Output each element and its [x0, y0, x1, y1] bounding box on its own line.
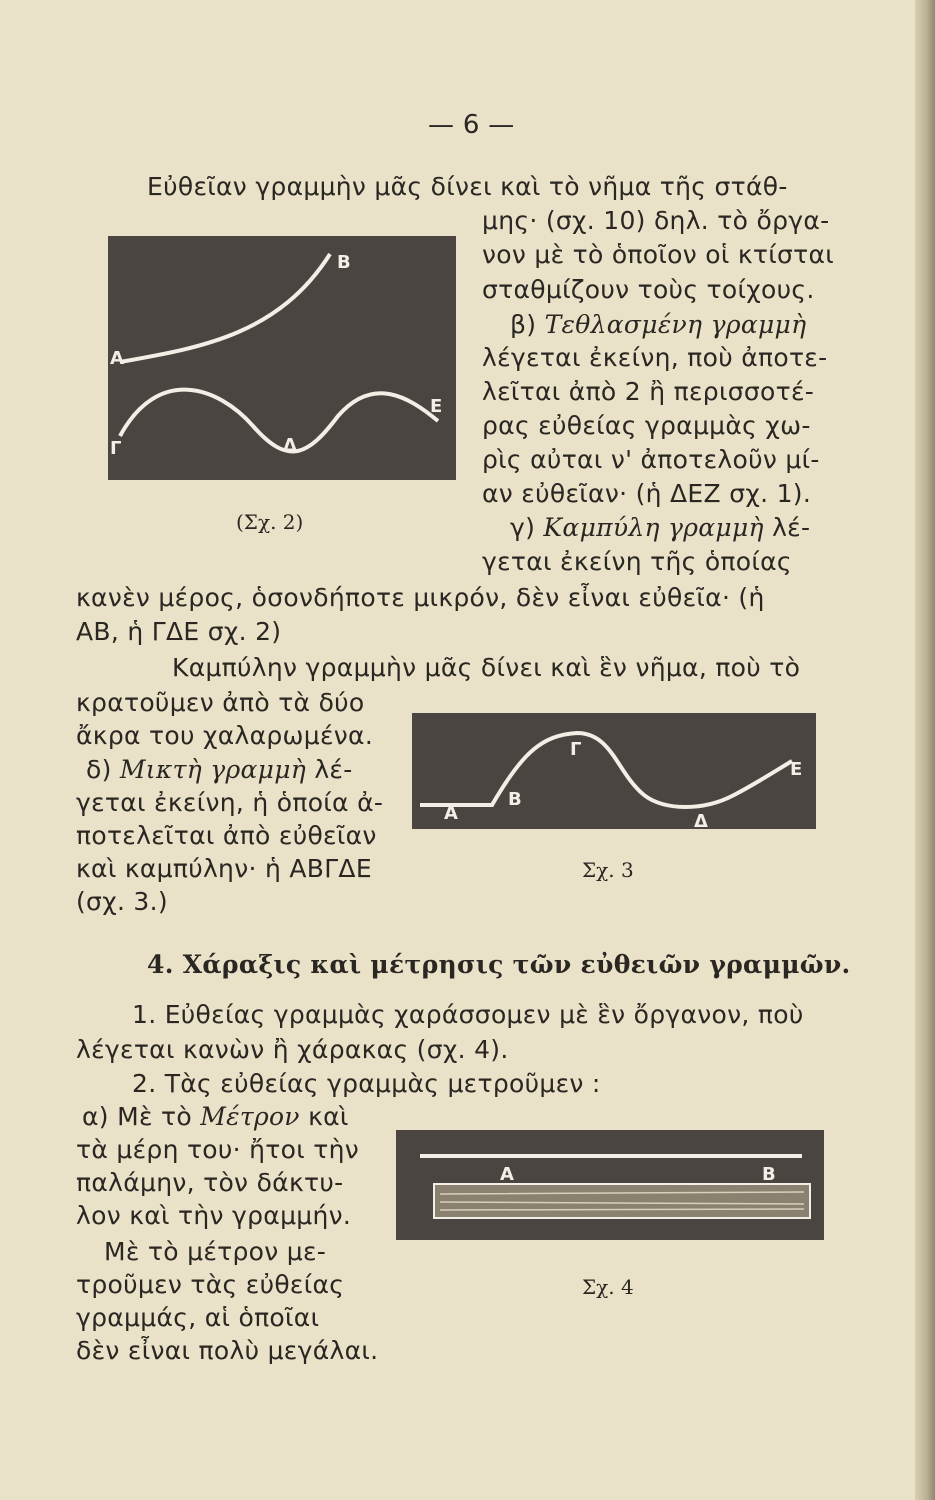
def-c-term: Καμπύλη γραμμὴ: [543, 513, 764, 542]
para2-line3: ἄκρα του χαλαρωμένα.: [76, 721, 374, 750]
fig3-label-a: Α: [444, 803, 458, 824]
fig4-label-a: Α: [500, 1164, 514, 1185]
def-a-suffix: καὶ: [308, 1102, 349, 1131]
para3-line1: 1. Εὐθείας γραμμὰς χαράσσομεν μὲ ἓν ὄργανον, ποὺ: [132, 1000, 804, 1029]
def-b-line3: λεῖται ἀπὸ 2 ἢ περισσοτέ-: [482, 377, 815, 406]
def-c-prefix: γ): [510, 513, 536, 542]
def-c-suffix: λέ-: [772, 513, 811, 542]
figure-2-drawing: [108, 236, 456, 480]
section-4-heading: 4. Χάραξις καὶ μέτρησις τῶν εὐθειῶν γραμμῶν.: [147, 950, 851, 979]
fig3-caption: Σχ. 3: [582, 858, 634, 882]
para5-line2: τροῦμεν τὰς εὐθείας: [76, 1270, 345, 1299]
figure-4-drawing: [396, 1130, 824, 1240]
fig2-label-g: Γ: [110, 438, 122, 459]
def-d-line4: καὶ καμπύλην· ἡ ΑΒΓΔΕ: [76, 854, 372, 883]
ruler-body: [434, 1184, 810, 1218]
def-b-line2: λέγεται ἐκείνη, ποὺ ἀποτε-: [482, 343, 828, 372]
fig2-label-b: Β: [337, 252, 351, 273]
def-b-line6: αν εὐθεῖαν· (ἡ ΔΕΖ σχ. 1).: [482, 479, 812, 508]
para1-line2: μης· (σχ. 10) δηλ. τὸ ὄργα-: [482, 206, 830, 235]
def-b-line4: ρας εὐθείας γραμμὰς χω-: [482, 411, 811, 440]
fig3-label-g: Γ: [570, 739, 582, 760]
def-d-suffix: λέ-: [314, 755, 353, 784]
page-edge: [915, 0, 935, 1500]
curve-ab: [120, 254, 330, 362]
para2-line2: κρατοῦμεν ἀπὸ τὰ δύο: [76, 688, 365, 717]
fig2-label-e: Ε: [430, 396, 443, 417]
def-d-prefix: δ): [86, 755, 112, 784]
def-b-line5: ρὶς αὐται ν' ἀποτελοῦν μί-: [482, 445, 820, 474]
fig2-label-d: Δ: [283, 435, 297, 456]
curve-gde: [120, 390, 438, 452]
fig4-caption: Σχ. 4: [582, 1275, 634, 1299]
def-a-line2: τὰ μέρη του· ἤτοι τὴν: [76, 1135, 360, 1164]
para5-line1: Μὲ τὸ μέτρον με-: [104, 1237, 327, 1266]
fig3-label-d: Δ: [694, 811, 708, 829]
figure-3-drawing: [412, 713, 816, 829]
def-b-line1: [510, 310, 806, 340]
def-d-line5: (σχ. 3.): [76, 887, 168, 916]
def-d-line1: [86, 755, 353, 785]
figure-3: [412, 713, 816, 829]
def-c-line4: ΑΒ, ἡ ΓΔΕ σχ. 2): [76, 617, 282, 646]
para1-line3: νον μὲ τὸ ὁποῖον οἱ κτίσται: [482, 240, 835, 269]
def-d-line2: γεται ἐκείνη, ἡ ὁποία ἀ-: [76, 788, 384, 817]
para5-line3: γραμμάς, αἱ ὁποῖαι: [76, 1303, 320, 1332]
def-c-line2: γεται ἐκείνη τῆς ὁποίας: [482, 547, 792, 576]
def-c-line3: κανὲν μέρος, ὁσονδήποτε μικρόν, δὲν εἶναι εὐθεῖα· (ἡ: [76, 583, 765, 612]
def-a-line3: παλάμην, τὸν δάκτυ-: [76, 1168, 344, 1197]
para1-line1: Εὐθεῖαν γραμμὴν μᾶς δίνει καὶ τὸ νῆμα τῆς στάθ-: [147, 172, 788, 201]
def-b-prefix: β): [510, 310, 537, 339]
def-a-prefix: α) Μὲ τὸ: [82, 1102, 192, 1131]
fig4-label-b: Β: [762, 1164, 776, 1185]
fig3-label-e: Ε: [790, 759, 803, 780]
def-a-term: Μέτρον: [200, 1102, 300, 1131]
figure-2: [108, 236, 456, 480]
def-b-term: Τεθλασμένη γραμμὴ: [544, 310, 807, 339]
def-c-line1: [510, 513, 810, 543]
def-d-term: Μικτὴ γραμμὴ: [119, 755, 307, 784]
para2-line1: Καμπύλην γραμμὴν μᾶς δίνει καὶ ἓν νῆμα, ποὺ τὸ: [172, 653, 801, 682]
para1-line4: σταθμίζουν τοὺς τοίχους.: [482, 275, 815, 304]
fig3-label-b: Β: [508, 789, 522, 810]
def-d-line3: ποτελεῖται ἀπὸ εὐθεῖαν: [76, 821, 377, 850]
figure-4: [396, 1130, 824, 1240]
page-number: — 6 —: [428, 110, 515, 140]
fig2-label-a: Α: [110, 348, 124, 369]
mixed-line: [420, 733, 792, 807]
para4-line1: 2. Τὰς εὐθείας γραμμὰς μετροῦμεν :: [132, 1069, 601, 1098]
fig2-caption: (Σχ. 2): [236, 510, 304, 534]
para5-line4: δὲν εἶναι πολὺ μεγάλαι.: [76, 1336, 379, 1365]
def-a-line1: [82, 1102, 349, 1132]
def-a-line4: λον καὶ τὴν γραμμήν.: [76, 1201, 352, 1230]
para3-line2: λέγεται κανὼν ἢ χάρακας (σχ. 4).: [76, 1035, 509, 1064]
